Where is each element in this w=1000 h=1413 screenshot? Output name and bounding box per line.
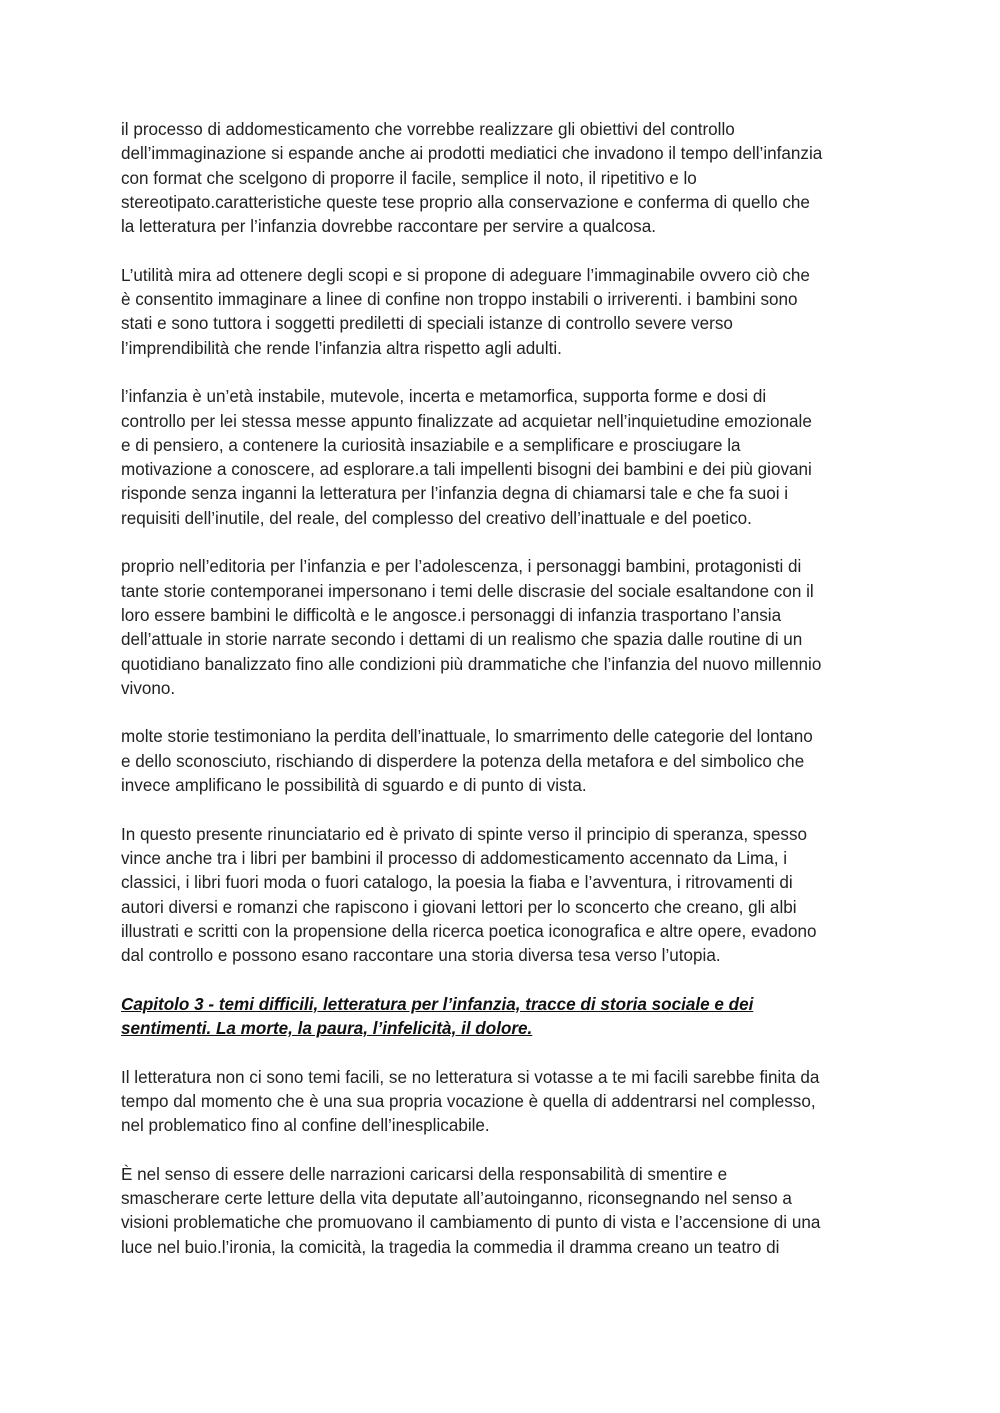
text-line: motivazione a conoscere, ad esplorare.a tali impellenti bisogni dei bambini e dei più giovani	[121, 460, 812, 480]
paragraph	[121, 118, 883, 239]
text-line: proprio nell’editoria per l’infanzia e per l’adolescenza, i personaggi bambini, protagonisti di	[121, 557, 802, 577]
text-line: loro essere bambini le difficoltà e le angosce.i personaggi di infanzia trasportano l’ansia	[121, 605, 782, 625]
text-line: e di pensiero, a contenere la curiosità insaziabile e a semplificare e prosciugare la	[121, 435, 741, 455]
text-line: È nel senso di essere delle narrazioni caricarsi della responsabilità di smentire e	[121, 1164, 728, 1184]
document-body	[121, 118, 883, 1284]
text-line: tante storie contemporanei impersonano i temi delle discrasie del sociale esaltandone con il	[121, 581, 814, 601]
text-line: classici, i libri fuori moda o fuori catalogo, la poesia la fiaba e l’avventura, i ritrovamenti di	[121, 873, 793, 893]
text-line: controllo per lei stessa messe appunto finalizzate ad acquietar nell’inquietudine emozionale	[121, 411, 812, 431]
text-line: In questo presente rinunciatario ed è privato di spinte verso il principio di speranza, spesso	[121, 824, 808, 844]
text-line: stati e sono tuttora i soggetti prediletti di speciali istanze di controllo severe verso	[121, 314, 733, 334]
paragraph	[121, 1066, 883, 1139]
text-line: invece amplificano le possibilità di sguardo e di punto di vista.	[121, 776, 587, 796]
text-line: quotidiano banalizzato fino alle condizioni più drammatiche che l’infanzia del nuovo millennio	[121, 654, 822, 674]
paragraph	[121, 555, 883, 701]
text-line: e dello sconosciuto, rischiando di disperdere la potenza della metafora e del simbolico che	[121, 751, 805, 771]
text-line: nel problematico fino al confine dell’inesplicabile.	[121, 1116, 490, 1136]
text-line: il processo di addomesticamento che vorrebbe realizzare gli obiettivi del controllo	[121, 120, 735, 139]
text-line: Il letteratura non ci sono temi facili, se no letteratura si votasse a te mi facili sarebbe finita da	[121, 1067, 820, 1087]
text-line: luce nel buio.l’ironia, la comicità, la tragedia la commedia il dramma creano un teatro di	[121, 1237, 780, 1257]
text-line: vince anche tra i libri per bambini il processo di addomesticamento accennato da Lima, i	[121, 848, 788, 868]
text-line: è consentito immaginare a linee di confine non troppo instabili o irriverenti. i bambini sono	[121, 290, 798, 310]
text-line: risponde senza inganni la letteratura per l’infanzia degna di chiamarsi tale e che fa suoi i	[121, 484, 789, 504]
text-line: autori diversi e romanzi che rapiscono i giovani lettori per lo sconcerto che creano, gli albi	[121, 897, 797, 917]
text-line: illustrati e scritti con la propensione della ricerca poetica iconografica e altre opere, evadono	[121, 921, 817, 941]
paragraph	[121, 823, 883, 969]
text-line: smascherare certe letture della vita deputate all’autoinganno, riconsegnando nel senso a	[121, 1189, 792, 1209]
heading-line: sentimenti. La morte, la paura, l’infelicità, il dolore.	[121, 1018, 533, 1038]
text-line: visioni problematiche che promuovano il cambiamento di punto di vista e l’accensione di una	[121, 1213, 821, 1233]
text-line: requisiti dell’inutile, del reale, del complesso del creativo dell’inattuale e del poetico.	[121, 508, 752, 528]
text-line: dell’immaginazione si espande anche ai prodotti mediatici che invadono il tempo dell’infanzia	[121, 144, 823, 164]
text-line: con format che scelgono di proporre il facile, semplice il noto, il ripetitivo e lo	[121, 168, 697, 188]
paragraph	[121, 385, 883, 531]
text-line: molte storie testimoniano la perdita dell’inattuale, lo smarrimento delle categorie del lontano	[121, 727, 813, 747]
text-line: stereotipato.caratteristiche queste tese proprio alla conservazione e conferma di quello che	[121, 192, 810, 212]
text-line: L’utilità mira ad ottenere degli scopi e si propone di adeguare l’immaginabile ovvero ciò che	[121, 265, 810, 285]
paragraph	[121, 1163, 883, 1260]
paragraph	[121, 264, 883, 361]
heading-line: Capitolo 3 - temi difficili, letteratura per l’infanzia, tracce di storia sociale e dei	[121, 994, 754, 1014]
paragraph	[121, 725, 883, 798]
text-line: dal controllo e possono esano raccontare una storia diversa tesa verso l’utopia.	[121, 946, 721, 966]
chapter-heading	[121, 993, 883, 1042]
text-line: dell’attuale in storie narrate secondo i dettami di un realismo che spazia dalle routine di un	[121, 630, 803, 650]
text-line: tempo dal momento che è una sua propria vocazione è quella di addentrarsi nel complesso,	[121, 1091, 816, 1111]
text-line: l’infanzia è un’età instabile, mutevole, incerta e metamorfica, supporta forme e dosi di	[121, 387, 767, 407]
text-line: la letteratura per l’infanzia dovrebbe raccontare per servire a qualcosa.	[121, 217, 656, 237]
text-line: vivono.	[121, 678, 176, 698]
text-line: l’imprendibilità che rende l’infanzia altra rispetto agli adulti.	[121, 338, 562, 358]
